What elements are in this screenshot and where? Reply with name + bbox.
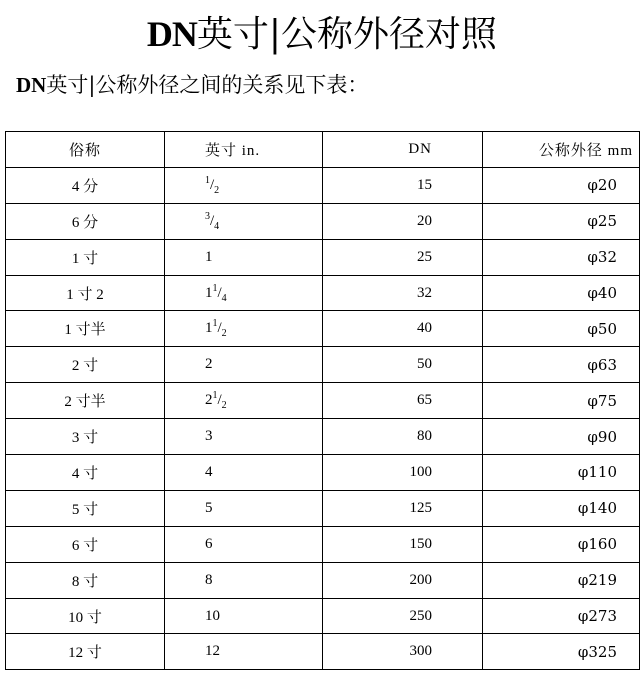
inch-numerator: 1 — [212, 390, 218, 402]
inch-numerator: 1 — [212, 282, 218, 294]
table-row — [6, 347, 640, 383]
cell-inch — [165, 311, 323, 347]
table-row — [6, 634, 640, 670]
cell-outer-diameter: φ273 — [483, 598, 640, 634]
cell-common-name: 3 寸 — [6, 419, 165, 455]
cell-common-name: 1 寸 — [6, 239, 165, 275]
fraction-slash: / — [210, 212, 215, 229]
cell-outer-diameter: φ140 — [483, 490, 640, 526]
inch-denominator: 2 — [214, 184, 220, 196]
cell-dn: 200 — [323, 562, 483, 598]
header-common-name: 俗称 — [6, 132, 165, 168]
cell-inch — [165, 598, 323, 634]
inch-denominator: 4 — [221, 292, 227, 304]
page-title — [0, 10, 644, 59]
cell-outer-diameter: φ25 — [483, 203, 640, 239]
cell-dn: 40 — [323, 311, 483, 347]
inch-whole: 2 — [205, 392, 213, 409]
cell-dn: 300 — [323, 634, 483, 670]
table-row — [6, 383, 640, 419]
cell-common-name: 5 寸 — [6, 490, 165, 526]
cell-inch — [165, 239, 323, 275]
cell-dn: 80 — [323, 419, 483, 455]
cell-common-name: 12 寸 — [6, 634, 165, 670]
table-row — [6, 419, 640, 455]
header-dn: DN — [323, 132, 483, 168]
cell-dn: 65 — [323, 383, 483, 419]
table-header-row — [6, 132, 640, 168]
intro-sentence-latin: DN — [16, 73, 47, 97]
cell-common-name: 6 寸 — [6, 526, 165, 562]
cell-dn: 15 — [323, 167, 483, 203]
page-title-rest: 英寸|公称外径对照 — [196, 14, 498, 55]
cell-outer-diameter: φ90 — [483, 419, 640, 455]
cell-outer-diameter: φ110 — [483, 455, 640, 491]
inch-whole: 1 — [205, 320, 213, 337]
cell-common-name: 1 寸半 — [6, 311, 165, 347]
intro-sentence-rest: 英寸|公称外径之间的关系见下表： — [46, 73, 369, 97]
cell-dn: 250 — [323, 598, 483, 634]
inch-whole: 8 — [205, 571, 213, 588]
table-row — [6, 598, 640, 634]
cell-dn: 25 — [323, 239, 483, 275]
inch-numerator: 1 — [212, 318, 218, 330]
cell-inch — [165, 347, 323, 383]
cell-inch — [165, 275, 323, 311]
fraction-slash: / — [217, 392, 222, 409]
cell-outer-diameter: φ160 — [483, 526, 640, 562]
table-row — [6, 239, 640, 275]
cell-inch — [165, 203, 323, 239]
cell-inch — [165, 526, 323, 562]
fraction-slash: / — [217, 320, 222, 337]
table-row — [6, 490, 640, 526]
header-outer-diameter: 公称外径 mm — [483, 132, 640, 168]
inch-whole: 1 — [205, 248, 213, 265]
cell-common-name: 6 分 — [6, 203, 165, 239]
table-row — [6, 562, 640, 598]
table-row — [6, 167, 640, 203]
dn-size-table — [5, 131, 640, 670]
cell-common-name: 10 寸 — [6, 598, 165, 634]
intro-sentence — [16, 70, 368, 100]
inch-whole: 4 — [205, 463, 213, 480]
cell-outer-diameter: φ325 — [483, 634, 640, 670]
inch-whole: 5 — [205, 499, 213, 516]
inch-numerator: 3 — [205, 210, 210, 222]
cell-outer-diameter: φ75 — [483, 383, 640, 419]
cell-dn: 50 — [323, 347, 483, 383]
table-body — [6, 167, 640, 669]
cell-dn: 100 — [323, 455, 483, 491]
inch-denominator: 2 — [221, 400, 227, 412]
table-row — [6, 455, 640, 491]
inch-numerator: 1 — [205, 174, 210, 186]
cell-common-name: 2 寸 — [6, 347, 165, 383]
cell-common-name: 2 寸半 — [6, 383, 165, 419]
cell-dn: 125 — [323, 490, 483, 526]
fraction-slash: / — [217, 284, 222, 301]
cell-inch — [165, 455, 323, 491]
cell-inch — [165, 167, 323, 203]
table-row — [6, 275, 640, 311]
cell-outer-diameter: φ50 — [483, 311, 640, 347]
fraction-slash: / — [210, 176, 215, 193]
cell-inch — [165, 562, 323, 598]
cell-dn: 32 — [323, 275, 483, 311]
inch-denominator: 2 — [221, 328, 227, 340]
cell-common-name: 4 寸 — [6, 455, 165, 491]
inch-whole: 1 — [205, 284, 213, 301]
table-header — [6, 132, 640, 168]
cell-inch — [165, 383, 323, 419]
cell-dn: 20 — [323, 203, 483, 239]
table-row — [6, 526, 640, 562]
inch-whole: 12 — [205, 643, 220, 660]
cell-common-name: 4 分 — [6, 167, 165, 203]
inch-denominator: 4 — [214, 220, 220, 232]
page-title-latin: DN — [146, 14, 197, 54]
cell-outer-diameter: φ20 — [483, 167, 640, 203]
inch-whole: 2 — [205, 356, 213, 373]
inch-whole: 10 — [205, 607, 220, 624]
inch-whole: 6 — [205, 535, 213, 552]
table-row — [6, 311, 640, 347]
cell-common-name: 1 寸 2 — [6, 275, 165, 311]
cell-outer-diameter: φ40 — [483, 275, 640, 311]
inch-whole: 3 — [205, 428, 213, 445]
header-inch: 英寸 in. — [165, 132, 323, 168]
cell-common-name: 8 寸 — [6, 562, 165, 598]
cell-inch — [165, 490, 323, 526]
cell-inch — [165, 634, 323, 670]
cell-dn: 150 — [323, 526, 483, 562]
table-row — [6, 203, 640, 239]
cell-outer-diameter: φ219 — [483, 562, 640, 598]
cell-inch — [165, 419, 323, 455]
cell-outer-diameter: φ32 — [483, 239, 640, 275]
cell-outer-diameter: φ63 — [483, 347, 640, 383]
